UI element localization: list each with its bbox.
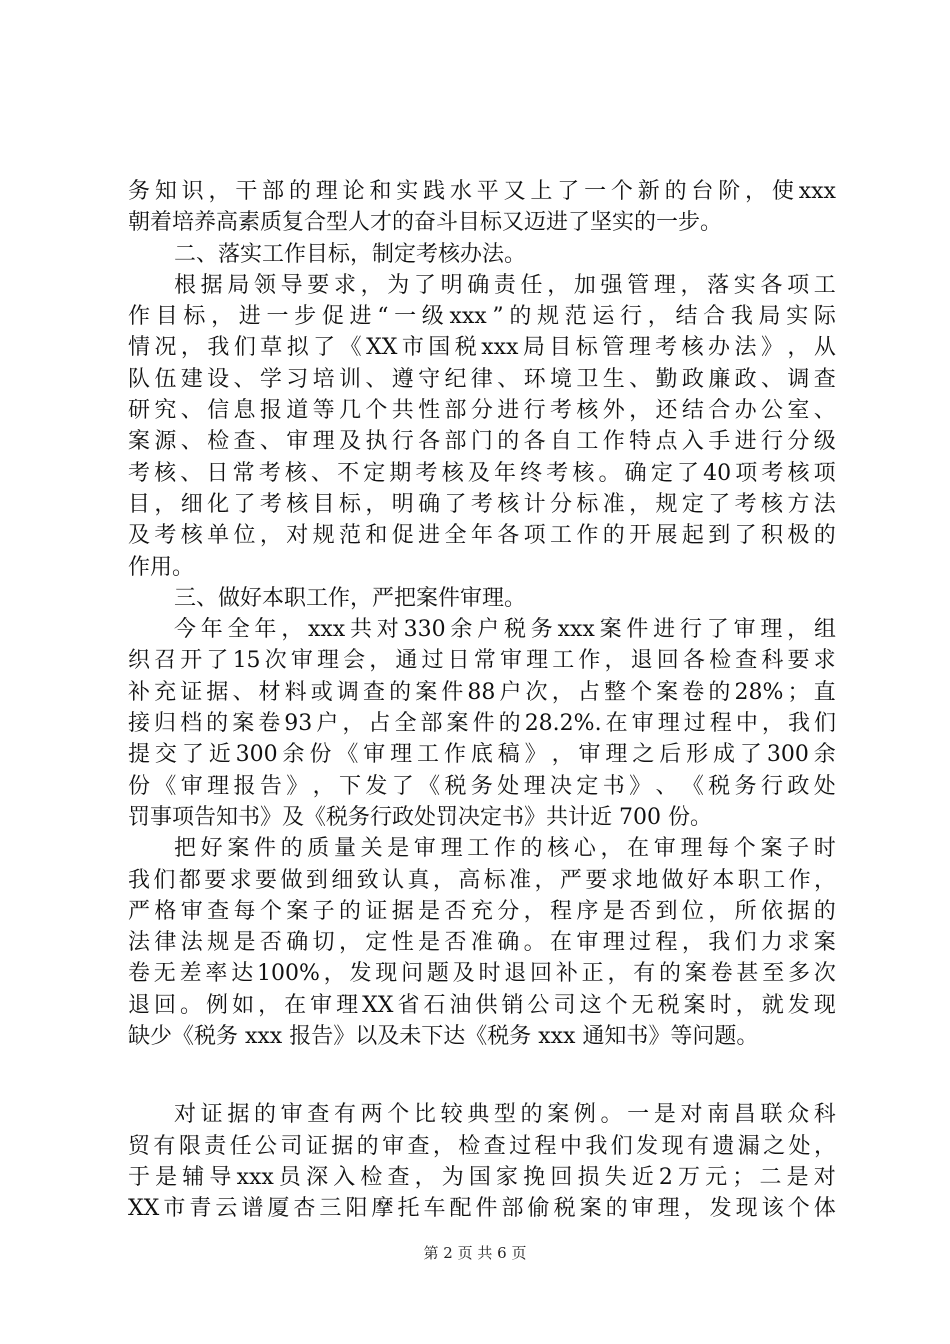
text-line: 目 ， 细 化 了 考 核 目 标 ， 明 确 了 考 核 计 分 标 准 ， 规 定 了 考 核 方 法	[128, 491, 836, 517]
text-line: 退 回 。 例 如 ， 在 审 理 XX 省 石 油 供 销 公 司 这 个 无 税 案 时 ， 就 发 现	[128, 992, 836, 1018]
section-heading-3	[128, 583, 836, 614]
text-line: 我 们 都 要 求 要 做 到 细 致 认 真 ， 高 标 准 ， 严 要 求 地 做 好 本 职 工 作 ，	[128, 867, 836, 893]
text-line: 研 究 、 信 息 报 道 等 几 个 共 性 部 分 进 行 考 核 外 ， 还 结 合 办 公 室 、	[128, 398, 836, 424]
text-line: 严 格 审 查 每 个 案 子 的 证 据 是 否 充 分 ， 程 序 是 否 到 位 ， 所 依 据 的	[128, 898, 836, 924]
paragraph-continuation	[128, 176, 836, 239]
text-line: 于 是 辅 导 xxx 员 深 入 检 查 ， 为 国 家 挽 回 损 失 近 2 万 元 ； 二 是 对	[128, 1164, 836, 1190]
text-line: 接 归 档 的 案 卷 93 户 ， 占 全 部 案 件 的 28.2%. 在 审 理 过 程 中 ， 我 们	[128, 711, 836, 737]
text-line: 案 源 、 检 查 、 审 理 及 执 行 各 部 门 的 各 自 工 作 特 点 入 手 进 行 分 级	[128, 429, 836, 455]
paragraph-evidence-cases	[128, 1099, 836, 1224]
text-line: 法 律 法 规 是 否 确 切 ， 定 性 是 否 准 确 。 在 审 理 过 程 ， 我 们 力 求 案	[128, 930, 836, 956]
page-number-footer: 第 2 页 共 6 页	[423, 1244, 527, 1262]
text-line: 考 核 、 日 常 考 核 、 不 定 期 考 核 及 年 终 考 核 。 确 定 了 40 项 考 核 项	[128, 460, 836, 486]
text-line: 贸 有 限 责 任 公 司 证 据 的 审 查 ， 检 查 过 程 中 我 们 发 现 有 遗 漏 之 处 ，	[128, 1133, 836, 1159]
text-line: 根 据 局 领 导 要 求 ， 为 了 明 确 责 任 ， 加 强 管 理 ， 落 实 各 项 工	[174, 272, 836, 298]
text-line: 今 年 全 年 ， xxx 共 对 330 余 户 税 务 xxx 案 件 进 行 了 审 理 ， 组	[174, 617, 836, 643]
text-line: 卷 无 差 率 达 100% ， 发 现 问 题 及 时 退 回 补 正 ， 有 的 案 卷 甚 至 多 次	[128, 961, 836, 987]
text-line: 对 证 据 的 审 查 有 两 个 比 较 典 型 的 案 例 。 一 是 对 南 昌 联 众 科	[174, 1102, 836, 1128]
section-heading-2	[128, 239, 836, 270]
text-line: 情 况 ， 我 们 草 拟 了 《 XX 市 国 税 xxx 局 目 标 管 理 考 核 办 法 》 ， 从	[128, 335, 836, 361]
heading-line: 二、落实工作目标，制定考核办法。	[174, 241, 527, 267]
text-line: 提 交 了 近 300 余 份 《 审 理 工 作 底 稿 》 ， 审 理 之 后 形 成 了 300 余	[128, 742, 836, 768]
paragraph-quality-control	[128, 833, 836, 1052]
text-line: 朝着培养高素质复合型人才的奋斗目标又迈进了坚实的一步。	[128, 210, 723, 236]
text-line: 缺少《税务 xxx 报告》以及未下达《税务 xxx 通知书》等问题。	[128, 1024, 759, 1050]
text-line: 把 好 案 件 的 质 量 关 是 审 理 工 作 的 核 心 ， 在 审 理 每 个 案 子 时	[174, 836, 836, 862]
text-line: 队 伍 建 设 、 学 习 培 训 、 遵 守 纪 律 、 环 境 卫 生 、 勤 政 廉 政 、 调 查	[128, 366, 836, 392]
document-body	[128, 176, 836, 1225]
paragraph-annual-review	[128, 614, 836, 833]
text-line: 作用。	[128, 554, 195, 580]
paragraph-assessment-method	[128, 270, 836, 583]
text-line: 及 考 核 单 位 ， 对 规 范 和 促 进 全 年 各 项 工 作 的 开 展 起 到 了 积 极 的	[128, 523, 836, 549]
text-line: 织 召 开 了 15 次 审 理 会 ， 通 过 日 常 审 理 工 作 ， 退 回 各 检 查 科 要 求	[128, 648, 836, 674]
text-line: 务 知 识 ， 干 部 的 理 论 和 实 践 水 平 又 上 了 一 个 新 的 台 阶 ， 使 xxx	[128, 179, 836, 204]
text-line: 补 充 证 据 、 材 料 或 调 查 的 案 件 88 户 次 ， 占 整 个 案 卷 的 28% ； 直	[128, 679, 836, 705]
paragraph-spacer	[128, 1052, 836, 1099]
text-line: 作 目 标 ， 进 一 步 促 进 “ 一 级 xxx ” 的 规 范 运 行 ， 结 合 我 局 实 际	[128, 304, 836, 330]
text-line: 罚事项告知书》及《税务行政处罚决定书》共计近 700 份。	[128, 804, 712, 830]
heading-line: 三、做好本职工作，严把案件审理。	[174, 585, 527, 611]
text-line: 份 《 审 理 报 告 》 ， 下 发 了 《 税 务 处 理 决 定 书 》 、 《 税 务 行 政 处	[128, 773, 836, 799]
text-line: XX 市 青 云 谱 厦 杏 三 阳 摩 托 车 配 件 部 偷 税 案 的 审 理 ， 发 现 该 个 体	[128, 1196, 836, 1222]
